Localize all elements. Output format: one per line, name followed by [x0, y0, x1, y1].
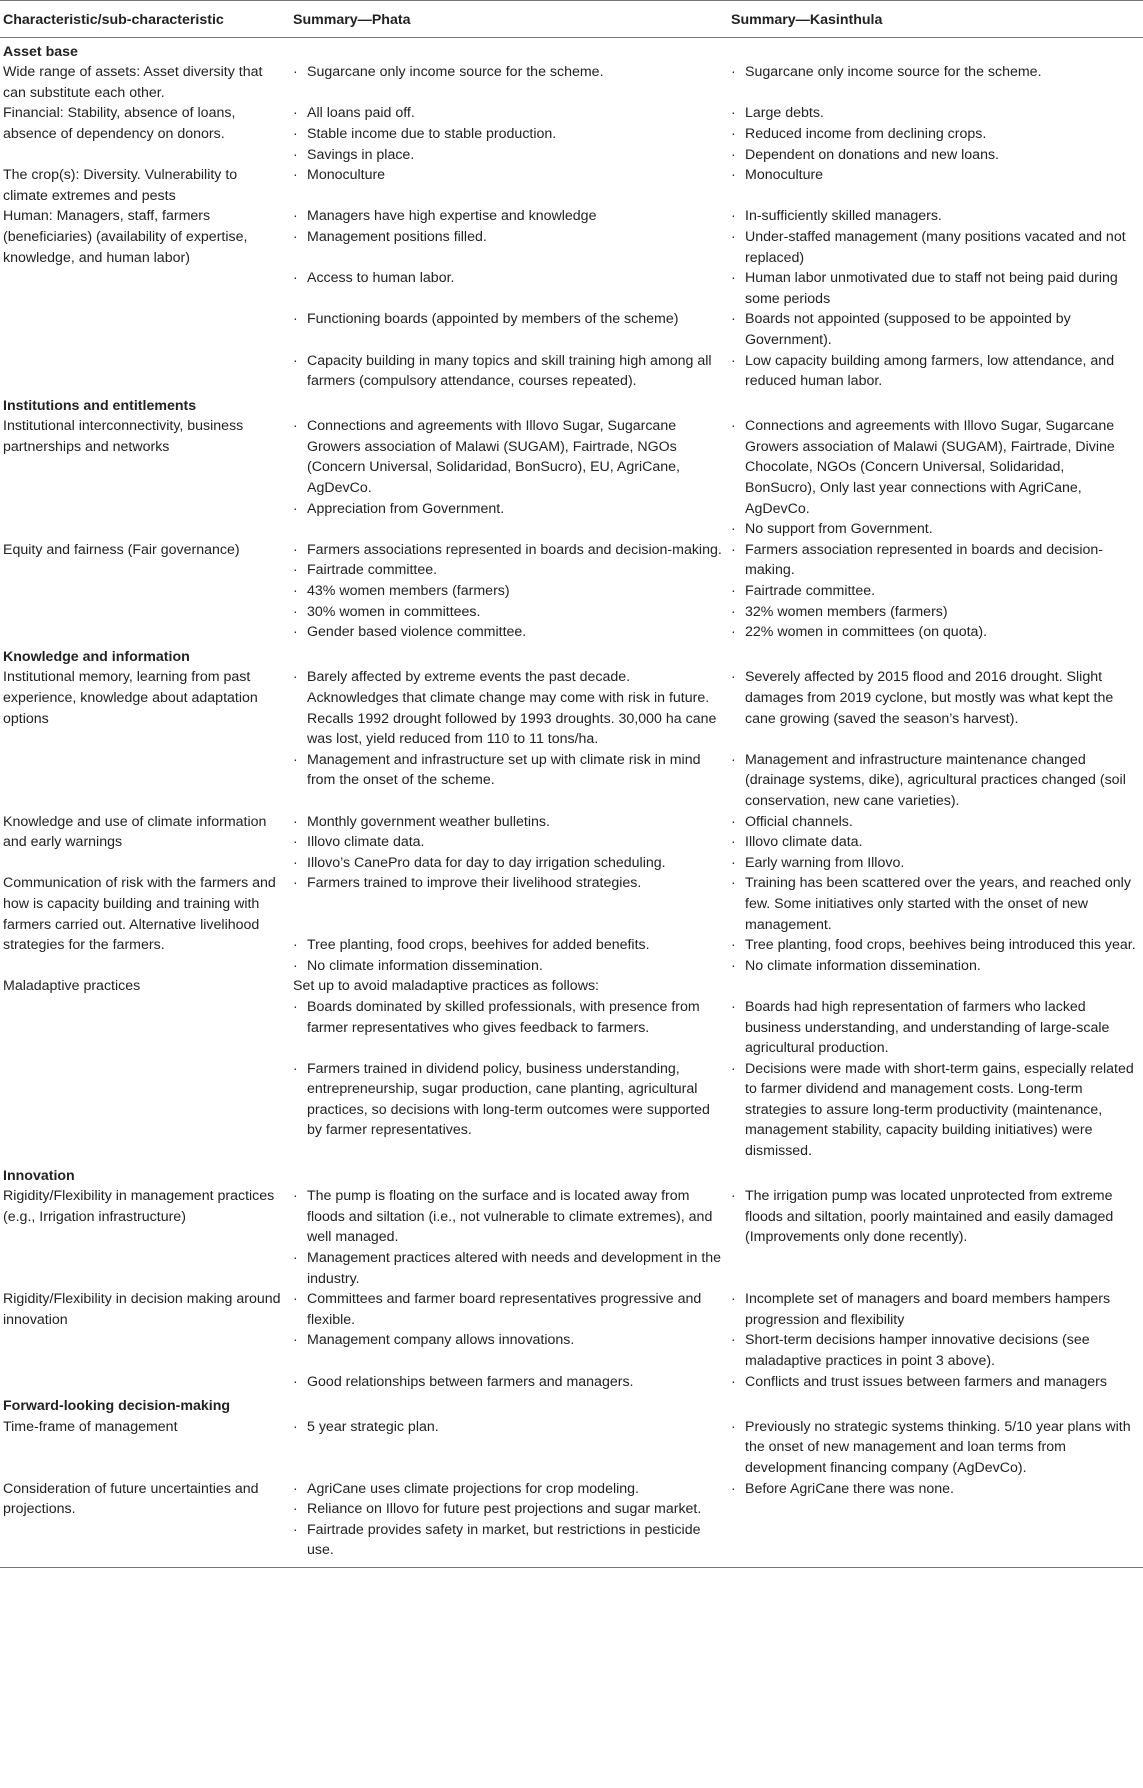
kasinthula-text: Management and infrastructure maintenance changed (drainage systems, dike), agricultural practices changed (soil conservation, new cane varieties). — [745, 751, 1126, 809]
section-title: Institutions and entitlements — [3, 397, 197, 414]
kasinthula-text: 22% women in committees (on quota). — [745, 624, 988, 641]
bullet-dot-icon: · — [293, 1060, 298, 1077]
kasinthula-text: 32% women members (farmers) — [745, 603, 948, 620]
bullet-dot-icon: · — [731, 167, 736, 184]
kasinthula-cell — [728, 540, 1143, 643]
kasinthula-text: Connections and agreements with Illovo Sugar, Sugarcane Growers association of Malawi (SUGAM), Fairtrade, Divine Chocolate, NGOs (Concern Universal, Solidaridad, BonSucro), Only last year connections with AgriCane, AgDevCo. — [745, 418, 1115, 517]
phata-cell — [290, 165, 728, 206]
kasinthula-bullet-item — [731, 935, 1139, 956]
kasinthula-text: Training has been scattered over the years, and reached only few. Some initiatives only started with the onset of new management. — [745, 875, 1131, 933]
phata-cell — [290, 416, 728, 540]
phata-bullet-item — [293, 351, 724, 392]
kasinthula-cell — [728, 103, 1143, 165]
row-label: Institutional interconnectivity, business partnerships and networks — [3, 418, 244, 455]
bullet-dot-icon: · — [293, 352, 298, 369]
phata-text: All loans paid off. — [307, 105, 415, 122]
phata-text: Illovo climate data. — [307, 834, 425, 851]
bullet-dot-icon: · — [293, 624, 298, 641]
phata-text: The pump is floating on the surface and is located away from floods and siltation (i.e., not vulnerable to climate extremes), and well managed. — [307, 1188, 713, 1246]
bullet-dot-icon: · — [731, 834, 736, 851]
bullet-dot-icon: · — [293, 418, 298, 435]
header-summary-phata: Summary—Phata — [293, 12, 411, 28]
phata-bullet-item — [293, 1417, 724, 1438]
bullet-dot-icon: · — [293, 1250, 298, 1267]
phata-cell — [290, 1248, 728, 1289]
bullet-dot-icon: · — [293, 167, 298, 184]
kasinthula-text: Low capacity building among farmers, low attendance, and reduced human labor. — [745, 352, 1115, 390]
bullet-dot-icon: · — [293, 1291, 298, 1308]
phata-text: Farmers trained in dividend policy, business understanding, entrepreneurship, sugar production, cane planting, agricultural practices, so decisions with long-term outcomes were supported by farmer representatives. — [307, 1060, 710, 1139]
phata-text: Farmers trained to improve their livelihood strategies. — [307, 875, 642, 892]
row-label: Communication of risk with the farmers and how is capacity building and training with farmers carried out. Alternative livelihood strategies for the farmers. — [3, 875, 276, 954]
kasinthula-text: The irrigation pump was located unprotected from extreme floods and siltation, poorly maintained and easily damaged (Improvements only done recently). — [745, 1188, 1114, 1246]
phata-text: Management and infrastructure set up with climate risk in mind from the onset of the scheme. — [307, 751, 701, 789]
phata-bullet-item — [293, 750, 724, 791]
table-row — [0, 103, 1143, 165]
kasinthula-text: No climate information dissemination. — [745, 957, 981, 974]
phata-bullet-item — [293, 540, 724, 561]
phata-bullet-item — [293, 956, 724, 977]
phata-bullet-item — [293, 309, 724, 330]
row-label: The crop(s): Diversity. Vulnerability to climate extremes and pests — [3, 167, 238, 204]
kasinthula-cell — [728, 812, 1143, 874]
table-body — [0, 37, 1143, 1567]
bullet-dot-icon: · — [731, 998, 736, 1015]
kasinthula-text: Farmers association represented in boards and decision-making. — [745, 541, 1104, 579]
kasinthula-bullet-item — [731, 997, 1139, 1059]
bullet-dot-icon: · — [731, 957, 736, 974]
phata-text: Good relationships between farmers and managers. — [307, 1373, 634, 1390]
section-header-row — [0, 1392, 1143, 1417]
kasinthula-cell — [728, 1186, 1143, 1248]
table-row — [0, 873, 1143, 935]
kasinthula-text: Human labor unmotivated due to staff not being paid during some periods — [745, 270, 1118, 307]
phata-bullet-item — [293, 1520, 724, 1561]
bullet-dot-icon: · — [293, 208, 298, 225]
section-header-row — [0, 1162, 1143, 1187]
kasinthula-cell — [728, 935, 1143, 956]
bullet-dot-icon: · — [293, 834, 298, 851]
phata-cell — [290, 1186, 728, 1248]
kasinthula-text: Conflicts and trust issues between farmers and managers — [745, 1373, 1107, 1390]
kasinthula-text: Previously no strategic systems thinking. 5/10 year plans with the onset of new management and loan terms from development financing company (AgDevCo). — [745, 1418, 1131, 1476]
bullet-dot-icon: · — [731, 1480, 736, 1497]
phata-bullet-item — [293, 1289, 724, 1330]
bullet-dot-icon: · — [731, 937, 736, 954]
kasinthula-bullet-item — [731, 956, 1139, 977]
kasinthula-bullet-item — [731, 206, 1139, 227]
kasinthula-text: Illovo climate data. — [745, 834, 863, 851]
kasinthula-bullet-item — [731, 832, 1139, 853]
kasinthula-text: Tree planting, food crops, beehives being introduced this year. — [745, 937, 1136, 954]
phata-bullet-item — [293, 873, 724, 894]
phata-bullet-item — [293, 812, 724, 833]
kasinthula-cell — [728, 1289, 1143, 1371]
phata-text: Access to human labor. — [307, 270, 455, 287]
kasinthula-cell — [728, 268, 1143, 309]
row-label: Time-frame of management — [3, 1418, 178, 1435]
phata-bullet-item — [293, 997, 724, 1038]
phata-text: Connections and agreements with Illovo Sugar, Sugarcane Growers association of Malawi (SUGAM), Fairtrade, NGOs (Concern Universal, Solidaridad, BonSucro), EU, AgriCane, AgDevCo. — [307, 418, 680, 497]
bullet-dot-icon: · — [731, 228, 736, 245]
kasinthula-bullet-item — [731, 812, 1139, 833]
phata-bullet-item — [293, 499, 724, 520]
kasinthula-text: Dependent on donations and new loans. — [745, 146, 999, 163]
phata-cell — [290, 873, 728, 935]
row-label: Human: Managers, staff, farmers (beneficiaries) (availability of expertise, knowledge, and human labor) — [3, 208, 248, 266]
kasinthula-bullet-item — [731, 1186, 1139, 1248]
table-row — [0, 1479, 1143, 1568]
kasinthula-bullet-item — [731, 1372, 1139, 1393]
header-summary-kasinthula: Summary—Kasinthula — [731, 12, 883, 28]
phata-text: AgriCane uses climate projections for crop modeling. — [307, 1480, 639, 1497]
phata-bullet-item — [293, 622, 724, 643]
kasinthula-cell — [728, 1248, 1143, 1289]
kasinthula-bullet-item — [731, 519, 1139, 540]
kasinthula-bullet-item — [731, 416, 1139, 519]
phata-text: Appreciation from Government. — [307, 500, 505, 517]
table-row — [0, 206, 1143, 268]
row-label: Maladaptive practices — [3, 978, 141, 995]
kasinthula-text: Short-term decisions hamper innovative decisions (see maladaptive practices in point 3 above). — [745, 1332, 1090, 1369]
phata-cell — [290, 750, 728, 812]
phata-bullet-item — [293, 268, 724, 289]
table-row — [0, 1417, 1143, 1479]
kasinthula-text: Early warning from Illovo. — [745, 854, 905, 871]
bullet-dot-icon: · — [731, 751, 736, 768]
phata-cell — [290, 268, 728, 309]
bullet-dot-icon: · — [293, 854, 298, 871]
row-label: Consideration of future uncertainties and projections. — [0, 1479, 290, 1568]
row-label: Rigidity/Flexibility in management practices (e.g., Irrigation infrastructure) — [3, 1188, 275, 1225]
section-title: Asset base — [3, 43, 78, 60]
phata-cell — [290, 1059, 728, 1162]
kasinthula-bullet-item — [731, 62, 1139, 83]
bullet-dot-icon: · — [293, 541, 298, 558]
bullet-dot-icon: · — [293, 603, 298, 620]
kasinthula-text: Large debts. — [745, 105, 824, 122]
row-label: Financial: Stability, absence of loans, absence of dependency on donors. — [3, 105, 236, 142]
kasinthula-bullet-item — [731, 667, 1139, 729]
phata-text: Managers have high expertise and knowledge — [307, 208, 597, 225]
kasinthula-cell — [728, 165, 1143, 206]
kasinthula-bullet-item — [731, 622, 1139, 643]
phata-bullet-item — [293, 602, 724, 623]
bullet-dot-icon: · — [293, 937, 298, 954]
kasinthula-bullet-item — [731, 540, 1139, 581]
kasinthula-bullet-item — [731, 351, 1139, 392]
kasinthula-cell — [728, 873, 1143, 935]
phata-bullet-item — [293, 581, 724, 602]
row-label: Equity and fairness (Fair governance) — [3, 541, 240, 558]
table-row — [0, 165, 1143, 206]
bullet-dot-icon: · — [731, 624, 736, 641]
phata-cell — [290, 1417, 728, 1479]
bullet-dot-icon: · — [293, 1373, 298, 1390]
bullet-dot-icon: · — [731, 1188, 736, 1205]
bullet-dot-icon: · — [293, 1418, 298, 1435]
row-label: Rigidity/Flexibility in decision making around innovation — [3, 1291, 281, 1328]
bullet-dot-icon: · — [731, 669, 736, 686]
kasinthula-bullet-item — [731, 309, 1139, 350]
table-row — [0, 1289, 1143, 1371]
bullet-dot-icon: · — [731, 1418, 736, 1435]
kasinthula-bullet-item — [731, 1059, 1139, 1162]
kasinthula-text: Severely affected by 2015 flood and 2016 drought. Slight damages from 2019 cyclone, but mostly was what kept the cane growing (saved the season’s harvest). — [745, 669, 1114, 727]
bullet-dot-icon: · — [731, 146, 736, 163]
section-title: Knowledge and information — [3, 648, 190, 665]
phata-bullet-item — [293, 227, 724, 248]
bullet-dot-icon: · — [731, 813, 736, 830]
table-row — [0, 976, 1143, 1058]
phata-text: Gender based violence committee. — [307, 624, 527, 641]
phata-cell — [290, 540, 728, 643]
phata-text: Reliance on Illovo for future pest projections and sugar market. — [307, 1501, 702, 1518]
bullet-dot-icon: · — [293, 64, 298, 81]
phata-cell — [290, 206, 728, 268]
bullet-dot-icon: · — [731, 208, 736, 225]
kasinthula-bullet-item — [731, 227, 1139, 268]
bullet-dot-icon: · — [293, 228, 298, 245]
phata-cell — [290, 351, 728, 392]
bullet-dot-icon: · — [293, 669, 298, 686]
bullet-dot-icon: · — [731, 541, 736, 558]
bullet-dot-icon: · — [731, 352, 736, 369]
header-characteristic: Characteristic/sub-characteristic — [3, 12, 224, 28]
kasinthula-bullet-item — [731, 145, 1139, 166]
kasinthula-text: Sugarcane only income source for the scheme. — [745, 64, 1042, 81]
phata-text: Fairtrade provides safety in market, but restrictions in pesticide use. — [307, 1521, 701, 1559]
phata-text: Boards dominated by skilled professionals, with presence from farmer representatives who gives feedback to farmers. — [307, 998, 700, 1036]
bullet-dot-icon: · — [293, 1521, 298, 1538]
kasinthula-cell — [728, 309, 1143, 350]
bullet-dot-icon: · — [293, 875, 298, 892]
kasinthula-bullet-item — [731, 1479, 1139, 1500]
bullet-dot-icon: · — [731, 105, 736, 122]
kasinthula-text: Reduced income from declining crops. — [745, 125, 987, 142]
kasinthula-text: Monoculture — [745, 167, 824, 184]
phata-text: Monoculture — [307, 167, 386, 184]
kasinthula-bullet-item — [731, 1289, 1139, 1330]
phata-text: Management practices altered with needs and development in the industry. — [307, 1250, 722, 1287]
table-row — [0, 416, 1143, 540]
bullet-dot-icon: · — [293, 1332, 298, 1349]
phata-bullet-item — [293, 62, 724, 83]
phata-bullet-item — [293, 416, 724, 498]
bullet-dot-icon: · — [731, 1332, 736, 1349]
kasinthula-text: In-sufficiently skilled managers. — [745, 208, 942, 225]
bullet-dot-icon: · — [293, 562, 298, 579]
phata-text: Barely affected by extreme events the past decade. Acknowledges that climate change may come with risk in future. Recalls 1992 drought followed by 1993 droughts. 30,000 ha cane was lost, yield reduced from 110 to 11 tons/ha. — [307, 669, 717, 748]
header-row — [0, 1, 1143, 38]
phata-text: 5 year strategic plan. — [307, 1418, 439, 1435]
phata-text: 43% women members (farmers) — [307, 583, 510, 600]
kasinthula-cell — [728, 62, 1143, 103]
kasinthula-bullet-item — [731, 268, 1139, 309]
bullet-dot-icon: · — [731, 583, 736, 600]
phata-cell — [290, 1289, 728, 1371]
phata-bullet-item — [293, 1186, 724, 1248]
section-header-row — [0, 643, 1143, 668]
bullet-dot-icon: · — [293, 500, 298, 517]
row-label: Wide range of assets: Asset diversity that can substitute each other. — [3, 64, 263, 101]
phata-cell — [290, 935, 728, 956]
phata-text: Monthly government weather bulletins. — [307, 813, 550, 830]
bullet-dot-icon: · — [293, 751, 298, 768]
kasinthula-cell — [728, 1479, 1143, 1568]
phata-text: 30% women in committees. — [307, 603, 481, 620]
phata-text: Farmers associations represented in boards and decision-making. — [307, 541, 722, 558]
kasinthula-text — [731, 976, 1139, 997]
kasinthula-text: Boards not appointed (supposed to be appointed by Government). — [745, 311, 1071, 348]
phata-bullet-item — [293, 935, 724, 956]
kasinthula-bullet-item — [731, 103, 1139, 124]
kasinthula-cell — [728, 956, 1143, 977]
bullet-dot-icon: · — [731, 603, 736, 620]
kasinthula-cell — [728, 351, 1143, 392]
phata-text: Illovo’s CanePro data for day to day irrigation scheduling. — [307, 854, 666, 871]
bullet-dot-icon: · — [293, 311, 298, 328]
phata-cell — [290, 62, 728, 103]
table-row — [0, 667, 1143, 749]
kasinthula-cell — [728, 1372, 1143, 1393]
bullet-dot-icon: · — [731, 64, 736, 81]
phata-cell — [290, 1372, 728, 1393]
bullet-dot-icon: · — [293, 813, 298, 830]
kasinthula-cell — [728, 416, 1143, 540]
table-row — [0, 812, 1143, 874]
phata-text: Management positions filled. — [307, 228, 487, 245]
bullet-dot-icon: · — [293, 583, 298, 600]
bullet-dot-icon: · — [293, 957, 298, 974]
kasinthula-bullet-item — [731, 873, 1139, 935]
phata-bullet-item — [293, 560, 724, 581]
bullet-dot-icon: · — [731, 270, 736, 287]
phata-text: Committees and farmer board representatives progressive and flexible. — [307, 1291, 702, 1328]
kasinthula-text: Under-staffed management (many positions vacated and not replaced) — [745, 228, 1126, 266]
kasinthula-cell — [728, 667, 1143, 749]
section-header-row — [0, 392, 1143, 417]
table-row — [0, 1186, 1143, 1248]
kasinthula-cell — [728, 206, 1143, 268]
bullet-dot-icon: · — [293, 105, 298, 122]
phata-text: Management company allows innovations. — [307, 1332, 575, 1349]
section-header-row — [0, 37, 1143, 62]
kasinthula-text: No support from Government. — [745, 521, 933, 538]
kasinthula-cell — [728, 750, 1143, 812]
bullet-dot-icon: · — [293, 998, 298, 1015]
phata-text: Capacity building in many topics and skill training high among all farmers (compulsory attendance, courses repeated). — [307, 352, 712, 390]
bullet-dot-icon: · — [731, 418, 736, 435]
phata-cell — [290, 812, 728, 874]
kasinthula-bullet-item — [731, 1417, 1139, 1479]
bullet-dot-icon: · — [731, 1291, 736, 1308]
phata-bullet-item — [293, 1499, 724, 1520]
phata-bullet-item — [293, 165, 724, 186]
kasinthula-cell — [728, 976, 1143, 1058]
phata-cell — [290, 103, 728, 165]
section-title: Innovation — [3, 1167, 75, 1184]
kasinthula-text: Decisions were made with short-term gains, especially related to farmer dividend and management costs. Long-term strategies to assure long-term productivity (maintenance, management stability, capacity building initiatives) were dismissed. — [745, 1060, 1134, 1160]
phata-bullet-item — [293, 145, 724, 166]
kasinthula-bullet-item — [731, 581, 1139, 602]
bullet-dot-icon: · — [293, 1480, 298, 1497]
phata-text: Fairtrade committee. — [307, 562, 438, 579]
bullet-dot-icon: · — [731, 1060, 736, 1077]
phata-bullet-item — [293, 1372, 724, 1393]
kasinthula-text: Official channels. — [745, 813, 853, 830]
phata-bullet-item — [293, 1059, 724, 1141]
bullet-dot-icon: · — [731, 854, 736, 871]
phata-bullet-item — [293, 667, 724, 749]
kasinthula-text: Incomplete set of managers and board members hampers progression and flexibility — [745, 1291, 1111, 1328]
row-label: Institutional memory, learning from past experience, knowledge about adaptation options — [3, 669, 258, 727]
bullet-dot-icon: · — [731, 311, 736, 328]
row-label: Knowledge and use of climate information and early warnings — [3, 813, 267, 851]
kasinthula-cell — [728, 1059, 1143, 1162]
bullet-dot-icon: · — [293, 125, 298, 142]
kasinthula-bullet-item — [731, 602, 1139, 623]
phata-bullet-item — [293, 832, 724, 853]
phata-cell — [290, 956, 728, 977]
kasinthula-bullet-item — [731, 853, 1139, 874]
phata-bullet-item — [293, 103, 724, 124]
phata-bullet-item — [293, 1248, 724, 1289]
phata-text: No climate information dissemination. — [307, 957, 543, 974]
kasinthula-text: Boards had high representation of farmers who lacked business understanding, and understanding of large-scale agricultural production. — [745, 998, 1110, 1057]
bullet-dot-icon: · — [731, 125, 736, 142]
bullet-dot-icon: · — [731, 1373, 736, 1390]
table-row — [0, 540, 1143, 643]
kasinthula-text: Fairtrade committee. — [745, 583, 876, 600]
bullet-dot-icon: · — [731, 521, 736, 538]
kasinthula-bullet-item — [731, 1330, 1139, 1371]
section-title: Forward-looking decision-making — [3, 1398, 231, 1415]
kasinthula-bullet-item — [731, 165, 1139, 186]
kasinthula-cell — [728, 1417, 1143, 1479]
phata-text: Set up to avoid maladaptive practices as follows: — [293, 978, 599, 995]
phata-cell — [290, 976, 728, 1058]
phata-cell — [290, 667, 728, 749]
phata-text: Sugarcane only income source for the scheme. — [307, 64, 604, 81]
bullet-dot-icon: · — [293, 1501, 298, 1518]
phata-text: Stable income due to stable production. — [307, 125, 557, 142]
phata-cell — [290, 309, 728, 350]
phata-bullet-item — [293, 124, 724, 145]
bullet-dot-icon: · — [293, 1188, 298, 1205]
phata-text: Tree planting, food crops, beehives for added benefits. — [307, 937, 650, 954]
phata-cell — [290, 1479, 728, 1568]
bullet-dot-icon: · — [293, 146, 298, 163]
phata-bullet-item — [293, 853, 724, 874]
kasinthula-bullet-item — [731, 750, 1139, 812]
phata-text: Savings in place. — [307, 146, 415, 163]
kasinthula-text: Before AgriCane there was none. — [745, 1480, 955, 1497]
phata-bullet-item — [293, 206, 724, 227]
phata-text: Functioning boards (appointed by members of the scheme) — [307, 311, 679, 328]
phata-bullet-item — [293, 1330, 724, 1351]
bullet-dot-icon: · — [731, 875, 736, 892]
bullet-dot-icon: · — [293, 270, 298, 287]
phata-bullet-item — [293, 1479, 724, 1500]
table-row — [0, 62, 1143, 103]
kasinthula-bullet-item — [731, 124, 1139, 145]
